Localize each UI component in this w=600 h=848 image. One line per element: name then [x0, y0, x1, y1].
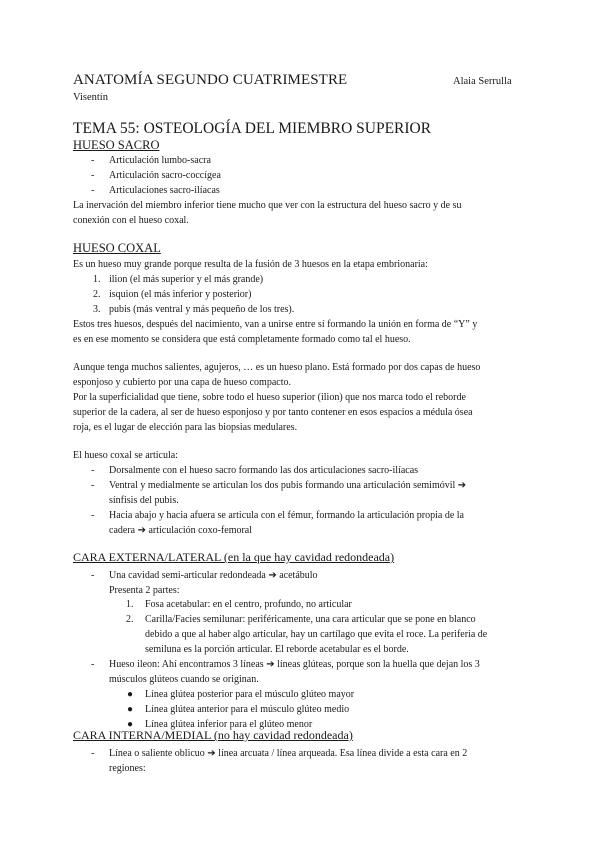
list-dash: - — [91, 185, 95, 196]
paragraph-line: Estos tres huesos, después del nacimiento, van a unirse entre sí formando la unión en forma de “Y” y — [73, 319, 478, 330]
list-item-continuation: cadera ➔ articulación coxo-femoral — [109, 525, 253, 536]
list-number: 1. — [126, 599, 134, 610]
list-item: isquion (el más inferior y posterior) — [109, 289, 252, 300]
paragraph-line: Aunque tenga muchos salientes, agujeros, … es un hueso plano. Está formado por dos capas de hueso — [73, 362, 481, 373]
list-item-continuation: semiluna es la porción articular. El reborde acetabular es el borde. — [145, 644, 409, 655]
paragraph-line: La inervación del miembro inferior tiene mucho que ver con la estructura del hueso sacro y de su — [73, 200, 462, 211]
list-dash: - — [91, 510, 95, 521]
list-item: Dorsalmente con el hueso sacro formando las dos articulaciones sacro-ilíacas — [109, 465, 419, 476]
list-dash: - — [91, 170, 95, 181]
list-dash: - — [91, 659, 95, 670]
list-item: Línea glútea posterior para el músculo glúteo mayor — [145, 689, 355, 700]
list-item-continuation: sínfisis del pubis. — [109, 495, 179, 506]
list-item: Línea o saliente oblicuo ➔ línea arcuata / línea arqueada. Esa línea divide a esta cara en 2 — [109, 748, 468, 759]
list-number: 3. — [93, 304, 101, 315]
cara-interna-heading: CARA INTERNA/MEDIAL (no hay cavidad redondeada) — [73, 728, 353, 742]
list-dash: - — [91, 465, 95, 476]
list-item-continuation: debido a que al haber algo articular, hay un cartílago que evita el roce. La periferia de — [145, 629, 488, 640]
hueso-coxal-heading: HUESO COXAL — [73, 241, 161, 255]
author-name: Alaia Serrulla — [453, 76, 512, 87]
list-item: Hueso ileon: Ahí encontramos 3 líneas ➔ líneas glúteas, porque son la huella que dejan los 3 — [109, 659, 480, 670]
paragraph-line: es en ese momento se considera que está completamente formado como tal el hueso. — [73, 334, 411, 345]
professor-name: Visentín — [73, 92, 108, 103]
hueso-sacro-heading: HUESO SACRO — [73, 138, 160, 152]
list-item: ilion (el más superior y el más grande) — [109, 274, 264, 285]
list-dash: - — [91, 748, 95, 759]
list-item: Articulaciones sacro-ilíacas — [109, 185, 220, 196]
list-number: 2. — [93, 289, 101, 300]
bullet-marker: ● — [127, 704, 134, 715]
paragraph-line: superior de la cadera, al ser de hueso esponjoso y por tanto contener en esos espacios a médula ósea — [73, 407, 473, 418]
paragraph-line: conexión con el hueso coxal. — [73, 215, 189, 226]
list-item: Articulación sacro-coccígea — [109, 170, 221, 181]
list-item: Una cavidad semi-articular redondeada ➔ acetábulo — [109, 570, 318, 581]
list-item: pubis (más ventral y más pequeño de los tres). — [109, 304, 295, 315]
list-dash: - — [91, 155, 95, 166]
list-item-continuation: regiones: — [109, 763, 146, 774]
bullet-marker: ● — [127, 719, 134, 730]
list-item: Articulación lumbo-sacra — [109, 155, 211, 166]
list-item: Ventral y medialmente se articulan los dos pubis formando una articulación semimóvil ➔ — [109, 480, 467, 491]
list-item: Línea glútea anterior para el músculo glúteo medio — [145, 704, 350, 715]
paragraph-line: Es un hueso muy grande porque resulta de la fusión de 3 huesos en la etapa embrionaria: — [73, 259, 428, 270]
list-item: Línea glútea inferior para el glúteo menor — [145, 719, 313, 730]
paragraph-line: Por la superficialidad que tiene, sobre todo el hueso superior (ilion) que nos marca todo el reborde — [73, 392, 466, 403]
bullet-marker: ● — [127, 689, 134, 700]
list-item-continuation: músculos glúteos cuando se originan. — [109, 674, 259, 685]
list-item: Carilla/Facies semilunar: periféricamente, una cara articular que se pone en blanco — [145, 614, 476, 625]
list-item: Hacia abajo y hacia afuera se articula con el fémur, formando la articulación propia de la — [109, 510, 464, 521]
paragraph-line: roja, es el lugar de elección para las biopsias medulares. — [73, 422, 298, 433]
paragraph-line: El hueso coxal se articula: — [73, 450, 178, 461]
list-item-continuation: Presenta 2 partes: — [109, 585, 180, 596]
list-number: 2. — [126, 614, 134, 625]
list-dash: - — [91, 480, 95, 491]
list-dash: - — [91, 570, 95, 581]
cara-externa-heading: CARA EXTERNA/LATERAL (en la que hay cavidad redondeada) — [73, 550, 395, 564]
list-item: Fosa acetabular: en el centro, profundo, no articular — [145, 599, 352, 610]
document-title: ANATOMÍA SEGUNDO CUATRIMESTRE — [73, 72, 348, 88]
list-number: 1. — [93, 274, 101, 285]
paragraph-line: esponjoso y cubierto por una capa de hueso compacto. — [73, 377, 291, 388]
tema-heading: TEMA 55: OSTEOLOGÍA DEL MIEMBRO SUPERIOR — [73, 120, 432, 137]
